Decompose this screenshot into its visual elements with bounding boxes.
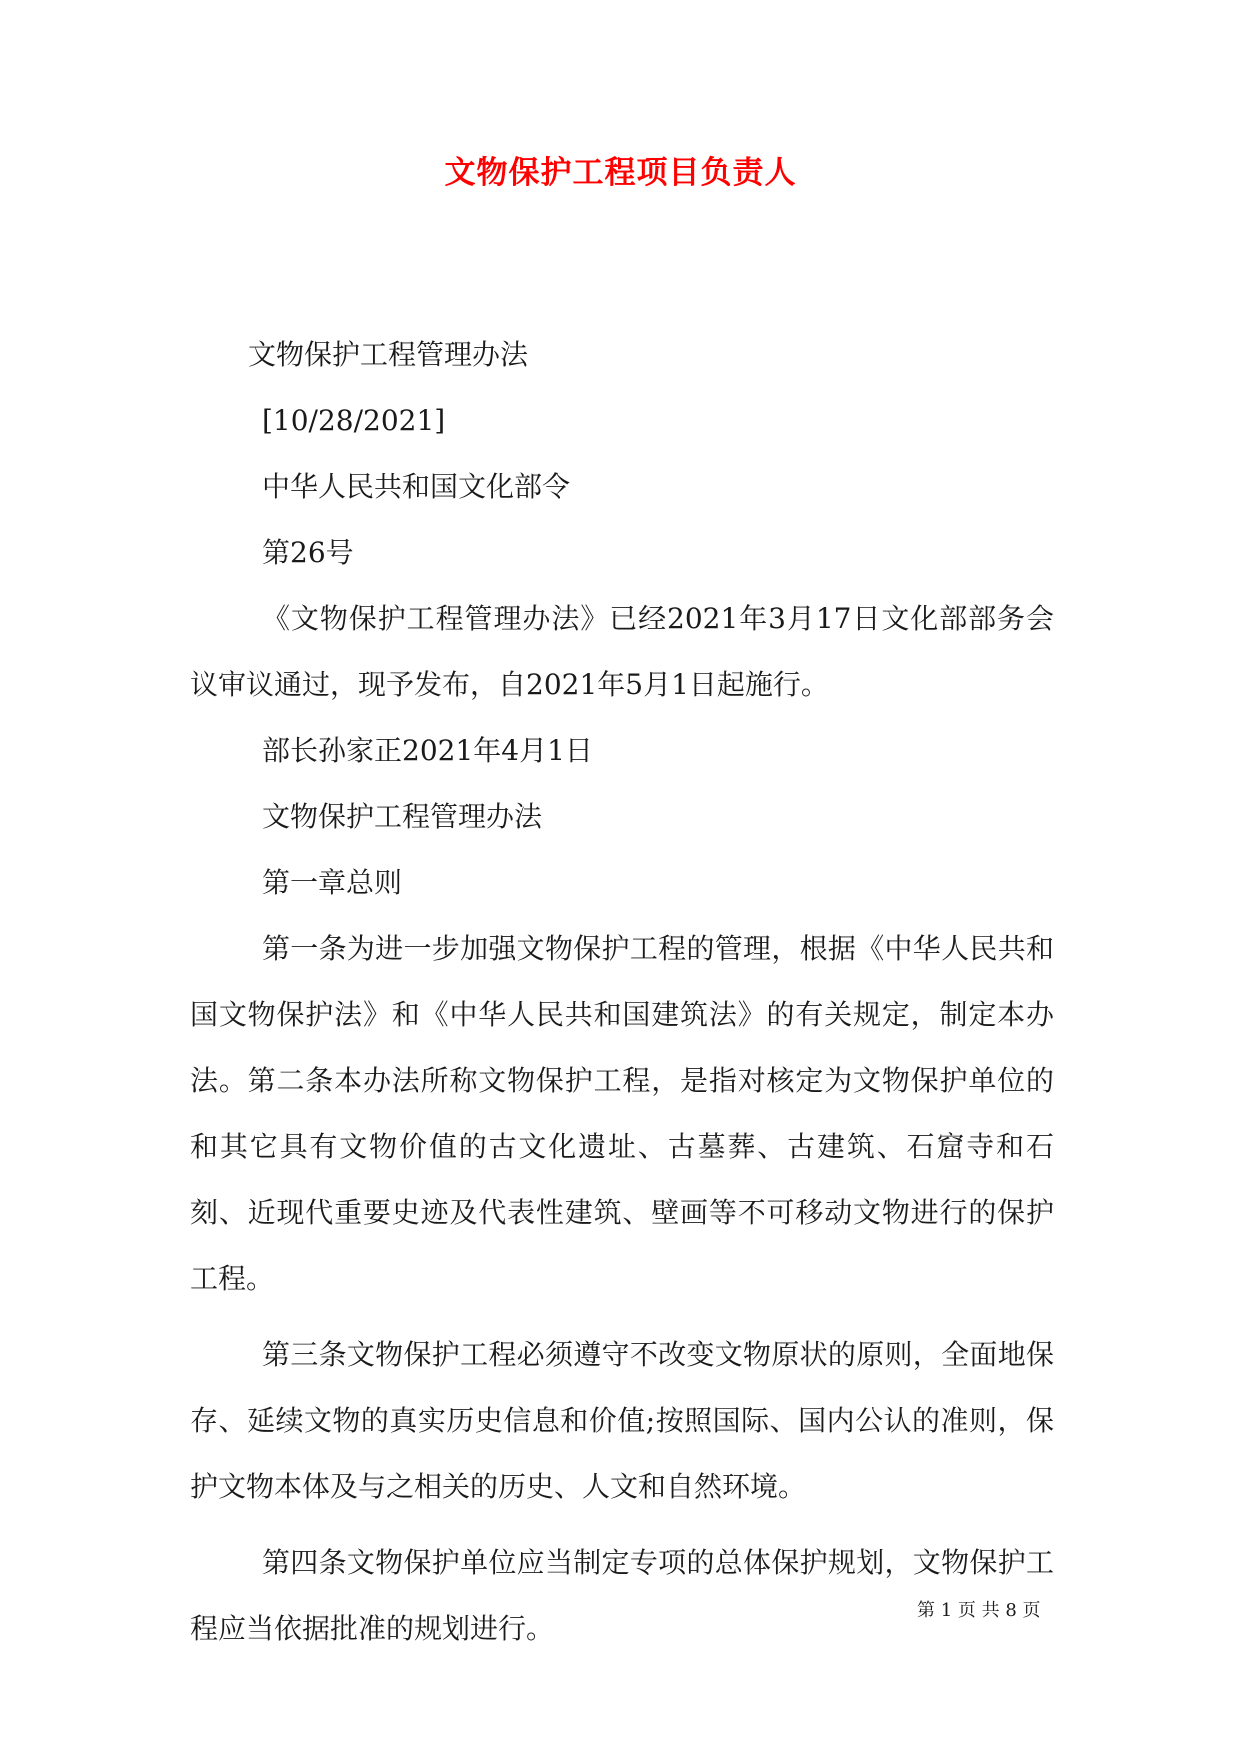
paragraph-issuer: 中华人民共和国文化部令 bbox=[262, 470, 571, 503]
paragraph-date: [10/28/2021] bbox=[262, 404, 446, 437]
page-footer: 第 1 页 共 8 页 bbox=[917, 1600, 1041, 1621]
paragraph-chapter: 第一章总则 bbox=[262, 866, 403, 899]
paragraph-article-4: 第四条文物保护单位应当制定专项的总体保护规划，文物保护工程应当依据批准的规划进行。 bbox=[190, 1546, 1054, 1645]
paragraph-subtitle: 文物保护工程管理办法 bbox=[262, 800, 543, 833]
paragraph-signature: 部长孙家正2021年4月1日 bbox=[262, 734, 593, 767]
paragraph-heading: 文物保护工程管理办法 bbox=[248, 338, 529, 371]
paragraph-announcement: 《文物保护工程管理办法》已经2021年3月17日文化部部务会议审议通过，现予发布，自2021年5月1日起施行。 bbox=[190, 602, 1054, 701]
document-title: 文物保护工程项目负责人 bbox=[444, 155, 797, 191]
paragraph-article-1-2: 第一条为进一步加强文物保护工程的管理，根据《中华人民共和国文物保护法》和《中华人民共和国建筑法》的有关规定，制定本办法。第二条本办法所称文物保护工程，是指对核定为文物保护单位的和其它具有文物价值的古文化遗址、古墓葬、古建筑、石窟寺和石刻、近现代重要史迹及代表性建筑、壁画等不可移动文物进行的保护工程。 bbox=[190, 932, 1054, 1295]
paragraph-order-number: 第26号 bbox=[262, 536, 354, 569]
paragraph-article-3: 第三条文物保护工程必须遵守不改变文物原状的原则，全面地保存、延续文物的真实历史信息和价值;按照国际、国内公认的准则，保护文物本体及与之相关的历史、人文和自然环境。 bbox=[190, 1338, 1054, 1503]
document-body bbox=[190, 322, 1054, 1662]
